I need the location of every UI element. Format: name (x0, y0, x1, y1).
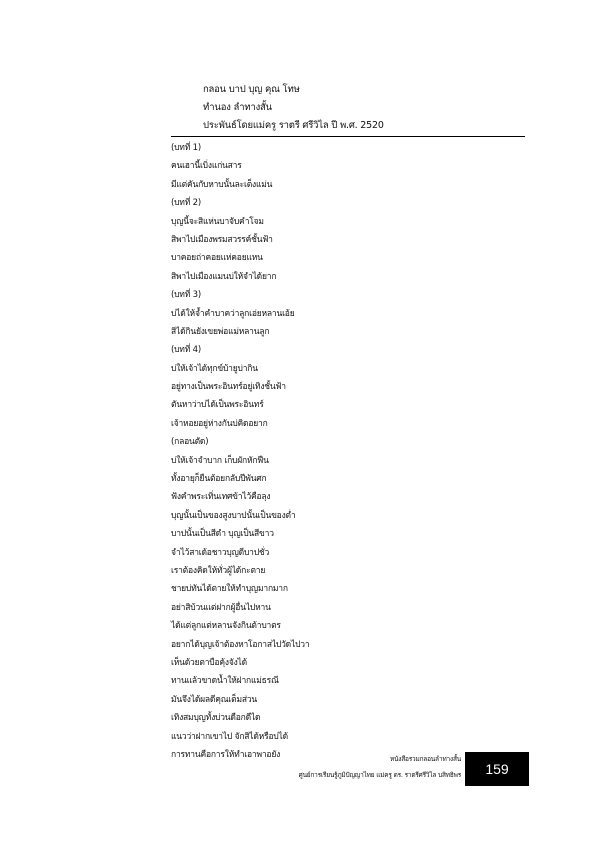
poem-author: ประพันธ์โดยแม่ครู ราตรี ศรีวิไล ปี พ.ศ. 2520 (203, 120, 384, 131)
poem-line: ฟังคำพระเทิ่นเทศข้าไว้คือลุง (171, 492, 271, 503)
poem-melody: ทำนอง ลำทางสั้น (203, 102, 272, 113)
publisher-line: ศูนย์การเรียนรู้ภูมิปัญญาไทย แม่ครู ดร. ราตรีศรีวิไล บสิทธิพร (298, 771, 461, 779)
page-number: 159 (485, 761, 509, 777)
poem-line: มีแต่คันกับหาบนั้นละเต็งแม่น (171, 179, 273, 190)
poem-line: บุญนั้นเป็นของสูงบาปนั้นเป็นของต่ำ (171, 510, 296, 521)
poem-line: การทานคือการให้ทำเอาพาอยัง (171, 749, 281, 760)
poem-line: คนเฮานี้เบิ่งแก่นสาร (171, 161, 242, 172)
poem-line: บาปนั้นเป็นสีดำ บุญเป็นสีขาว (171, 529, 274, 540)
poem-header (203, 81, 463, 135)
page-number-box (465, 752, 529, 786)
poem-line: จำไว้สาเด้อชาวบุญดีบาปชั่ว (171, 547, 270, 558)
poem-line: บุญนี้จะสิแห่นบาจับคำโจม (171, 216, 264, 227)
poem-body (171, 139, 531, 764)
poem-line: ได้แต่ลูกแต่หลานจังกินต้าบาตร (171, 621, 281, 632)
poem-line: มันจึงได้ผลดีคุณเต็มส่วน (171, 694, 258, 705)
poem-line: (บทที่ 1) (171, 143, 201, 153)
poem-title: กลอน บาป บุญ คุณ โทษ (203, 84, 300, 95)
poem-line: (บทที่ 2) (171, 198, 201, 209)
page-footer (171, 751, 461, 783)
poem-line: อยู่ทางเป็นพระอินทร์อยู่เทิงชั้นฟ้า (171, 382, 286, 393)
poem-line: ทานแล้วขาดน้ำให้ฝากแม่ธรณี (171, 676, 279, 687)
poem-line: อย่าสิบ้วนแต่ฝากผู้อื่นไปหาน (171, 602, 271, 613)
poem-line: บ่ให้เจ้าจำบาก เก็บผักหักฟืน (171, 455, 269, 466)
poem-line: เทิงสมบุญทั้งบ่วนดือกดีได (171, 713, 261, 724)
poem-line: สิพาไปเมืองแมนบ่ให้จำได้ยาก (171, 271, 277, 282)
poem-line: (บทที่ 3) (171, 290, 201, 301)
poem-line: บ่ได้ให้จ้ำคำบาคว่าลูกเอ่ยหลานเอ้ย (171, 308, 295, 319)
poem-line: (บทที่ 4) (171, 345, 201, 356)
poem-line: ชายบ่ทันได้ตายให้ทำบุญมากมาก (171, 584, 288, 595)
poem-line: สิได้กินยังเขยพ่อแม่หลานลูก (171, 326, 270, 337)
poem-line: แนวว่าฝากเขาไป จักสิได้หรือบ่ได้ (171, 731, 288, 742)
book-title: หนังสือรวมกลอนลำทางสั้น (389, 755, 461, 763)
poem-line: เจ้าหอยอยู่ห่างกันบ่คิดอยาก (171, 418, 268, 429)
poem-line: ตันหาว่าบ่ได้เป็นพระอินทร์ (171, 400, 264, 411)
poem-line: บ่ให้เจ้าได้ทุกข์บ้ายูบ่ากิน (171, 363, 258, 374)
poem-line: บาคอยถ่าคอยแห่คอยแหน (171, 253, 263, 264)
poem-line: (กลอนตัด) (171, 437, 209, 448)
header-divider (171, 136, 525, 137)
poem-line: เราต้องคิดให้ทั่วผู้ได้กะตาย (171, 565, 266, 576)
poem-line: เห็นด้วยตาบือคุ้งจังได้ (171, 657, 247, 668)
poem-line: ทั้งอายุก็ยืนต้อยกลับปีพันศก (171, 474, 267, 485)
poem-line: อยากได้บุญเจ้าต้องหาโอกาสไปวัดไปวา (171, 639, 310, 650)
poem-line: สิพาไปเมืองพรมสวรรค์ชั้นฟ้า (171, 234, 273, 245)
